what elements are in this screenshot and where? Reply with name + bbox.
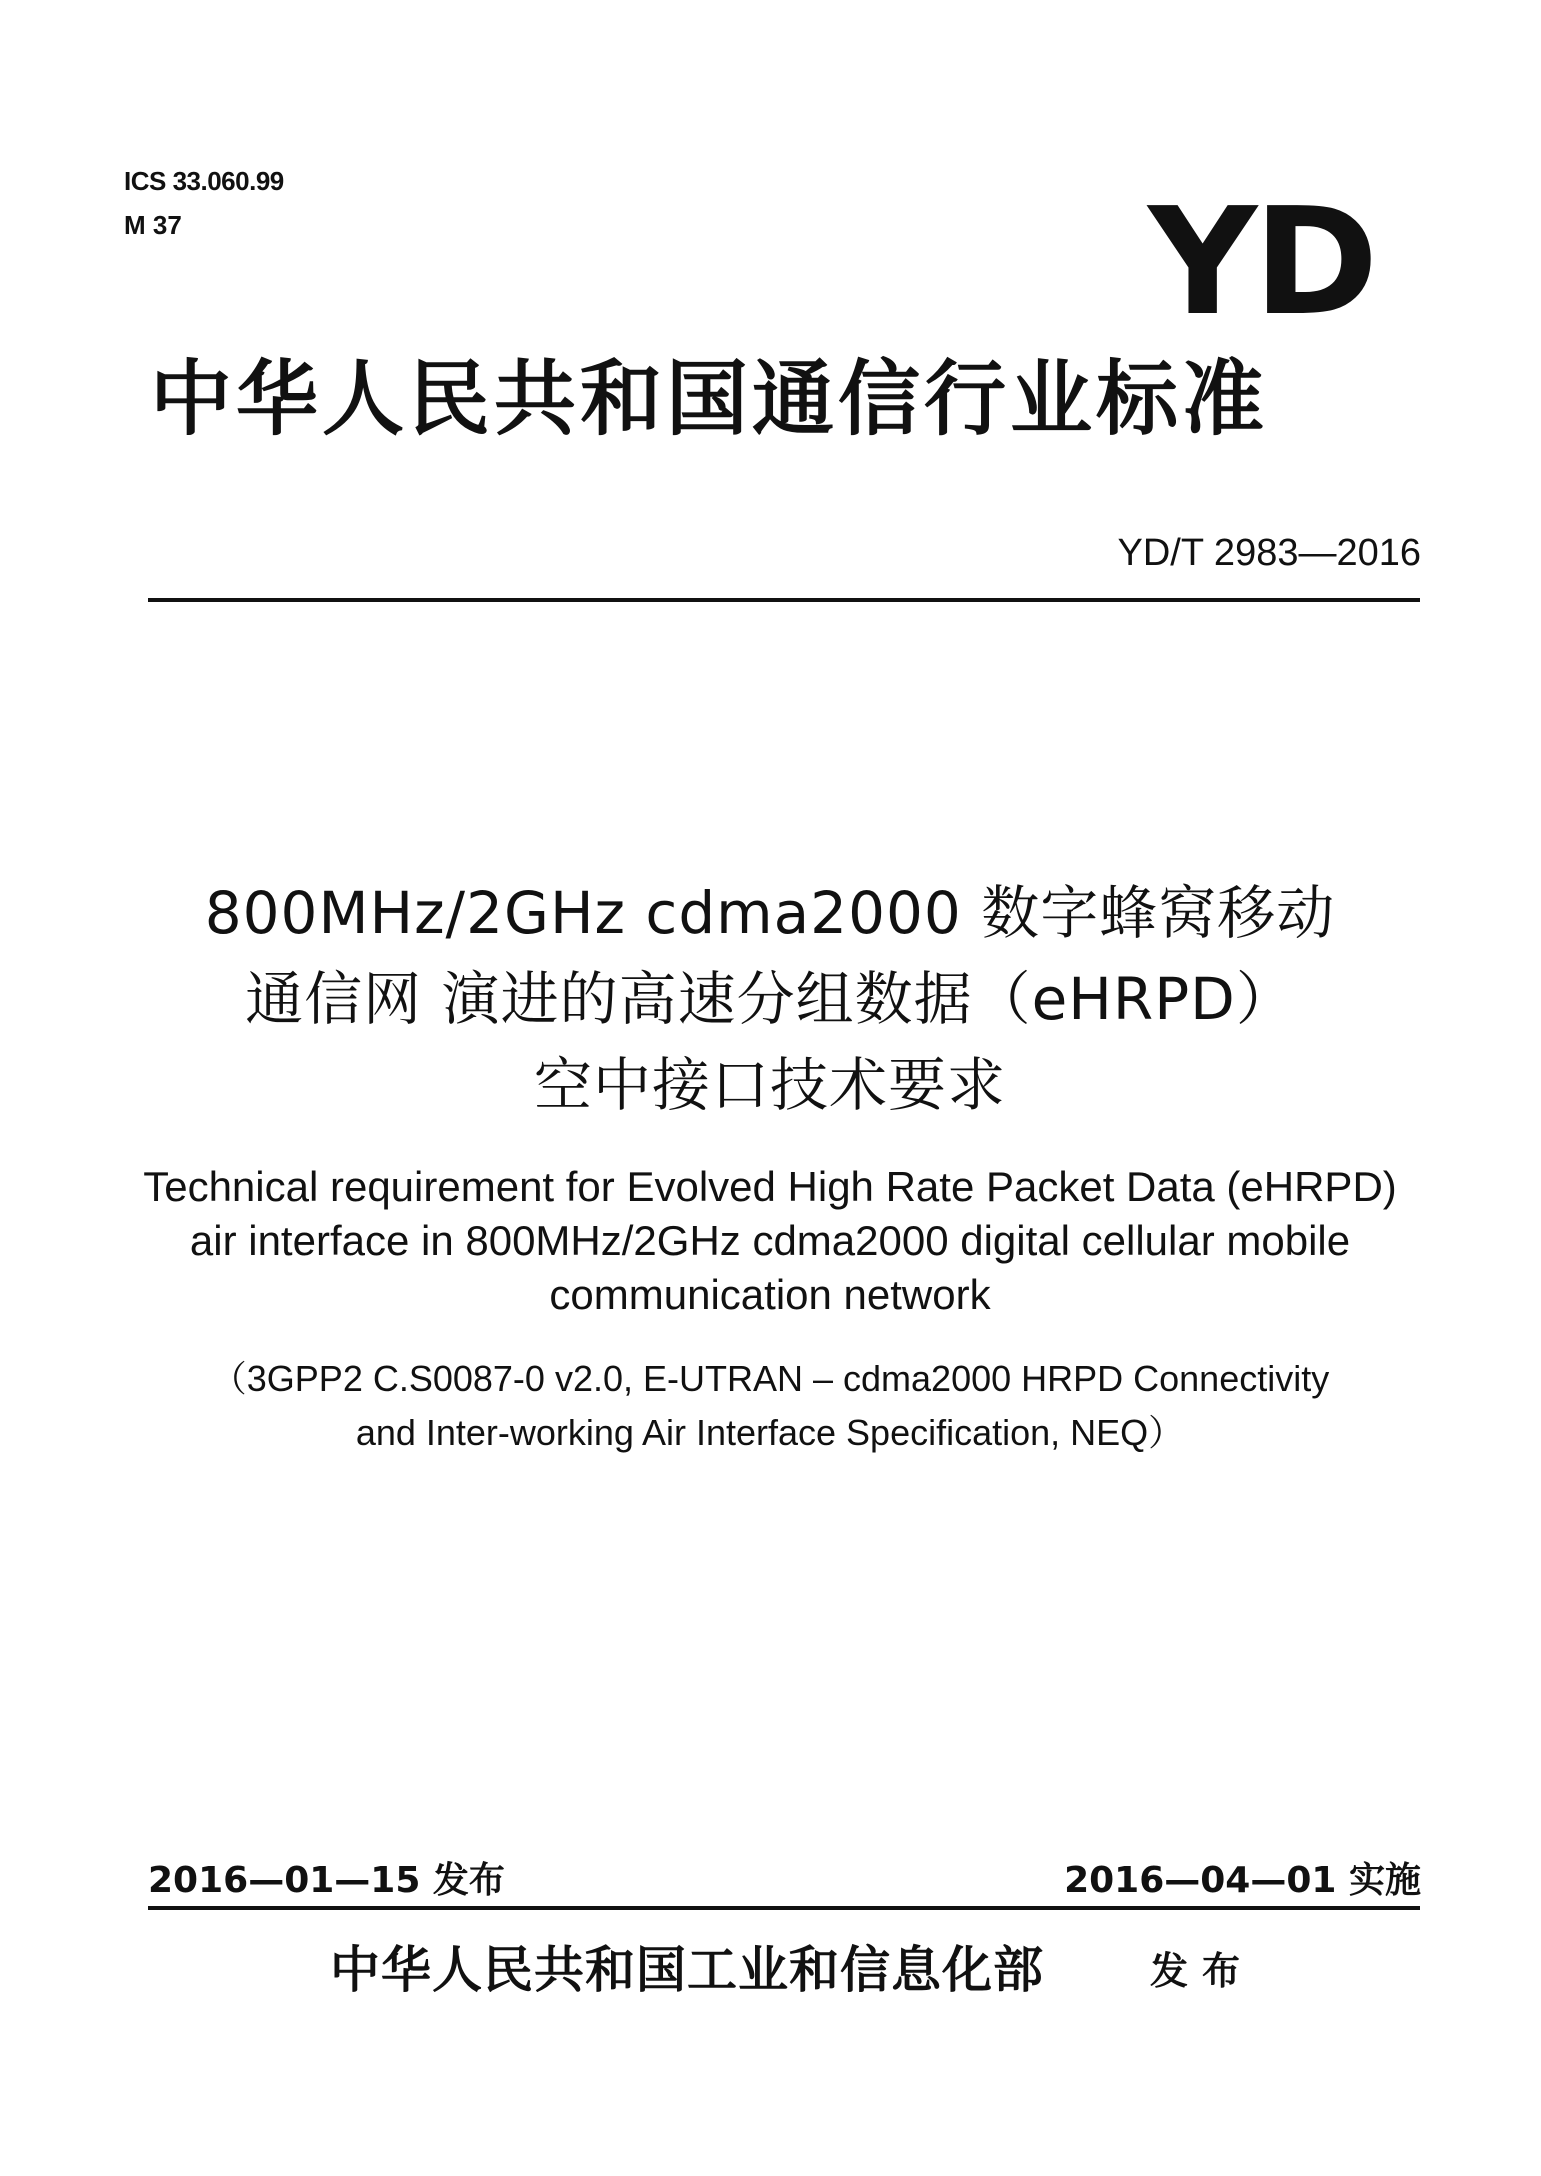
header-divider — [148, 598, 1420, 602]
chinese-title-line-1: 800MHz/2GHz cdma2000 数字蜂窝移动 — [204, 879, 1336, 947]
publisher-verb: 发布 — [1150, 1948, 1255, 1993]
english-title-line-3: communication network — [549, 1271, 991, 1318]
standard-category-title: 中华人民共和国通信行业标准 — [150, 352, 1269, 447]
chinese-title-line-2: 通信网 演进的高速分组数据（eHRPD） — [245, 965, 1295, 1033]
english-title — [120, 1160, 1420, 1322]
yd-logo: YD — [1148, 176, 1375, 348]
issue-date: 2016—01—15 发布 — [148, 1860, 505, 1901]
english-title-line-2: air interface in 800MHz/2GHz cdma2000 digital cellular mobile — [189, 1217, 1351, 1264]
reference-line-1: （3GPP2 C.S0087-0 v2.0, E-UTRAN – cdma2000 HRPD Connectivity — [210, 1358, 1330, 1399]
ics-code: ICS 33.060.99 — [124, 166, 284, 196]
footer-divider — [148, 1906, 1420, 1910]
reference-specification — [120, 1352, 1420, 1460]
english-title-line-1: Technical requirement for Evolved High Rate Packet Data (eHRPD) — [143, 1163, 1397, 1210]
publisher-name: 中华人民共和国工业和信息化部 — [330, 1940, 1044, 1999]
standard-number: YD/T 2983—2016 — [1117, 532, 1421, 574]
reference-line-2: and Inter-working Air Interface Specification, NEQ） — [355, 1412, 1185, 1453]
implementation-date: 2016—04—01 实施 — [1064, 1860, 1421, 1901]
chinese-title — [120, 870, 1420, 1128]
chinese-title-line-3: 空中接口技术要求 — [533, 1051, 1006, 1119]
classification-code: M 37 — [124, 210, 182, 240]
